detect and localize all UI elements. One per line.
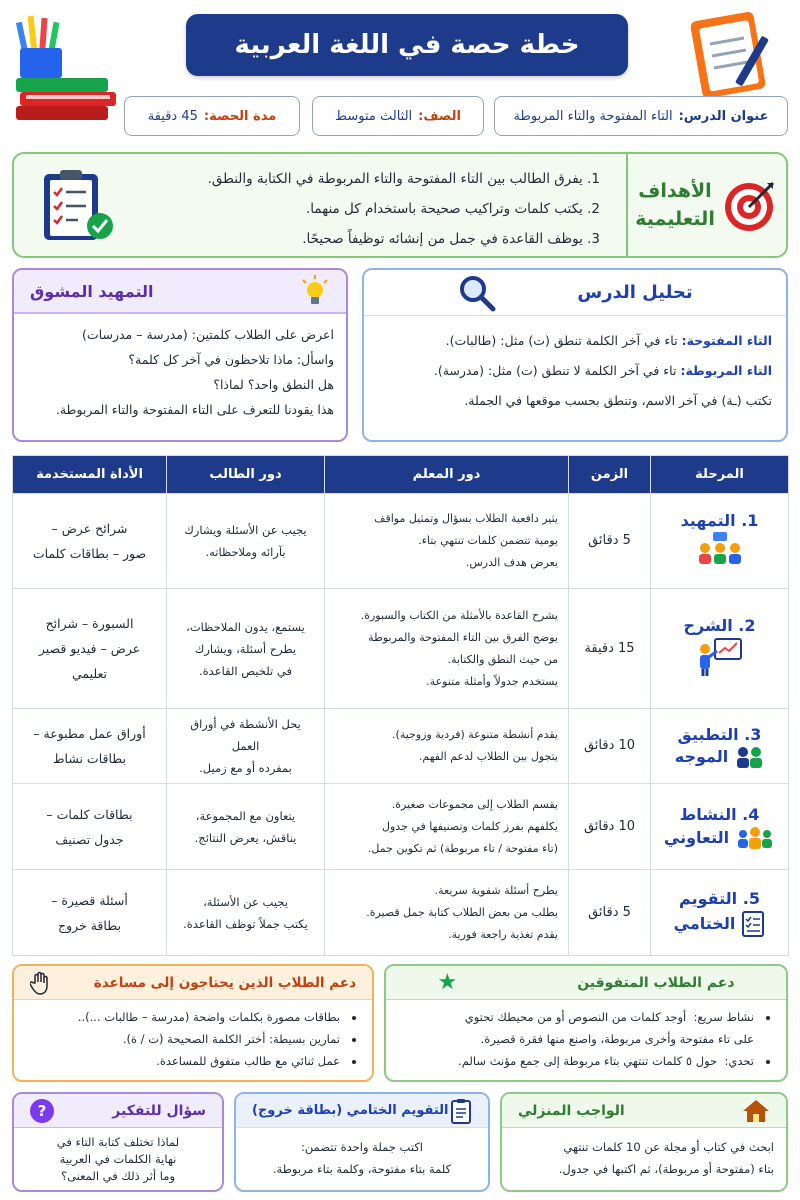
lightbulb-icon [300,274,330,308]
tools-cell: أوراق عمل مطبوعة – بطاقات نشاط [13,709,167,784]
intro-line: اعرض على الطلاب كلمتين: (مدرسة – مدرسات) [82,327,334,342]
stage-cell: 2. الشرح [651,589,789,709]
struggling-support-title: دعم الطلاب الذين يحتاجون إلى مساعدة [93,974,356,991]
house-icon [742,1099,770,1123]
teacher-cell: يطرح أسئلة شفوية سريعة. يطلب من بعض الطلاب كتابة جمل قصيرة. يقدم تغذية راجعة فورية. [325,870,569,956]
grade-value: الثالث متوسط [335,108,413,124]
lesson-analysis-card [362,268,788,442]
clipboard-list-icon [450,1098,472,1124]
thinking-question-card [12,1092,224,1192]
col-teacher: دور المعلم [325,456,569,494]
group-discussion-icon [695,532,745,566]
tools-cell: شرائح عرض – صور – بطاقات كلمات [13,494,167,589]
list-item: • بطاقات مصورة بكلمات واضحة (مدرسة – طالبات ...).. [14,1006,342,1028]
intro-line: هذا يقودنا للتعرف على التاء المفتوحة والتاء المربوطة. [55,402,334,417]
pair-students-icon [734,746,764,768]
student-cell: يجيب عن الأسئلة ويشارك بآرائه وملاحظاته. [167,494,325,589]
closed-ta-text: تاء في آخر الكلمة لا تنطق (ت) مثل: (مدرسة). [433,363,677,378]
raised-hand-icon [30,971,52,995]
list-item: • عمل ثنائي مع طالب متفوق للمساعدة. [14,1050,342,1072]
duration-label: مدة الحصة: [203,108,277,124]
objectives-list [170,164,600,254]
objective-item: 3. يوظف القاعدة في جمل من إنشائه توظيفاً صحيحًا. [302,231,600,247]
table-header-row [13,456,789,494]
list-item: • نشاط سريع: أوجد كلمات من النصوص أو من محيطك تحتوي على تاء مفتوحة وأخرى مربوطة، واصنع منها فقرة قصيرة. [396,1006,756,1050]
lesson-stages-table [12,455,789,956]
advanced-support-list [386,1000,786,1072]
homework-body: ابحث في كتاب أو مجلة عن 10 كلمات تنتهي بتاء (مفتوحة أو مربوطة)، ثم اكتبها في جدول. [558,1140,774,1176]
exit-ticket-card [234,1092,490,1192]
objectives-header [626,154,786,256]
duration-value: 45 دقيقة [147,108,198,124]
table-row [13,784,789,870]
exit-ticket-title: التقويم الختامي (بطاقة خروج) [252,1103,449,1118]
objectives-section [12,152,788,258]
open-ta-label: التاء المفتوحة: [681,333,772,348]
col-time: الزمن [569,456,651,494]
time-cell: 15 دقيقة [569,589,651,709]
time-cell: 5 دقائق [569,494,651,589]
tools-cell: السبورة – شرائح عرض – فيديو قصير تعليمي [13,589,167,709]
student-cell: يحل الأنشطة في أوراق العمل بمفرده أو مع زميل. [167,709,325,784]
stage-cell: 1. التمهيد [651,494,789,589]
teacher-cell: يشرح القاعدة بالأمثلة من الكتاب والسبورة. يوضح الفرق بين التاء المفتوحة والمربوطة من حيث النطق والكتابة. يستخدم جدولاً وأمثلة متنوعة. [325,589,569,709]
teacher-cell: يقدم أنشطة متنوعة (فردية وزوجية). يتجول بين الطلاب لدعم الفهم. [325,709,569,784]
table-row [13,870,789,956]
table-row [13,709,789,784]
lesson-analysis-body [364,316,786,426]
open-ta-text: تاء في آخر الكلمة تنطق (ت) مثل: (طالبات). [445,333,678,348]
objective-item: 1. يفرق الطالب بين التاء المفتوحة والتاء المربوطة في الكتابة والنطق. [207,171,600,187]
teacher-cell: يثير دافعية الطلاب بسؤال وتمثيل مواقف يومية تتضمن كلمات تنتهي بتاء. يعرض هدف الدرس. [325,494,569,589]
grade-pill [312,96,484,136]
clipboard-pen-icon [686,8,786,100]
closed-ta-label: التاء المربوطة: [680,363,772,378]
time-cell: 5 دقائق [569,870,651,956]
advanced-support-title: دعم الطلاب المتفوقين [577,974,735,991]
student-cell: يتعاون مع المجموعة، يناقش، يعرض النتائج. [167,784,325,870]
tools-cell: بطاقات كلمات – جدول تصنيف [13,784,167,870]
col-stage: المرحلة [651,456,789,494]
team-icon [735,826,775,850]
target-arrow-icon [723,177,779,233]
stage-cell: 4. النشاط التعاوني [651,784,789,870]
checklist-icon [38,168,118,246]
col-student: دور الطالب [167,456,325,494]
lesson-title-pill [494,96,788,136]
objective-item: 2. يكتب كلمات وتراكيب صحيحة باستخدام كل منهما. [306,201,600,217]
time-cell: 10 دقائق [569,709,651,784]
grade-label: الصف: [418,108,461,124]
list-item: • تمارين بسيطة: أختر الكلمة الصحيحة (ت / ة). [14,1028,342,1050]
student-cell: يستمع، يدون الملاحظات، يطرح أسئلة، ويشارك في تلخيص القاعدة. [167,589,325,709]
thinking-question-title: سؤال للتفكير [112,1102,206,1119]
lesson-value: التاء المفتوحة والتاء المربوطة [513,108,673,124]
exit-ticket-body: اكتب جملة واحدة تتضمن: كلمة بتاء مفتوحة، وكلمة بتاء مربوطة. [272,1140,452,1176]
motivating-intro-card [12,268,348,442]
homework-title: الواجب المنزلي [518,1102,625,1119]
stage-cell: 5. التقويم الختامي [651,870,789,956]
analysis-note: تكتب (ـة) في آخر الاسم، وتنطق بحسب موقعها في الجملة. [464,393,772,408]
list-item: • تحدي: حول ٥ كلمات تنتهي بتاء مربوطة إلى جمع مؤنث سالم. [396,1050,756,1072]
table-row [13,589,789,709]
table-row [13,494,789,589]
motivating-intro-body [14,314,346,430]
motivating-intro-title: التمهيد المشوق [30,281,154,301]
teacher-cell: يقسم الطلاب إلى مجموعات صغيرة. يكلفهم بفرز كلمات وتصنيفها في جدول (تاء مفتوحة / تاء مربوطة) ثم تكوين جمل. [325,784,569,870]
col-tools: الأداة المستخدمة [13,456,167,494]
intro-line: هل النطق واحد؟ لماذا؟ [213,377,334,392]
books-pencils-icon [6,8,126,126]
lesson-label: عنوان الدرس: [678,108,769,124]
struggling-support-card [12,964,374,1082]
magnifier-icon [457,273,497,313]
struggling-support-list [14,1000,372,1072]
stage-cell: 3. التطبيق الموجه [651,709,789,784]
star-icon: ★ [437,970,458,995]
student-cell: يجيب عن الأسئلة، يكتب جملاً توظف القاعدة. [167,870,325,956]
presentation-board-icon [695,637,745,677]
checklist-small-icon [741,910,765,938]
thinking-question-body: لماذا تختلف كتابة التاء في نهاية الكلمات في العربية وما أثر ذلك في المعنى؟ [56,1135,180,1183]
duration-pill [124,96,300,136]
lesson-analysis-title: تحليل الدرس [577,282,693,303]
page-title: خطة حصة في اللغة العربية [186,14,628,76]
time-cell: 10 دقائق [569,784,651,870]
question-mark-icon: ? [30,1099,54,1123]
tools-cell: أسئلة قصيرة – بطاقة خروج [13,870,167,956]
homework-card [500,1092,788,1192]
advanced-support-card [384,964,788,1082]
objectives-title: الأهداف التعليمية [635,179,715,230]
intro-line: واسأل: ماذا تلاحظون في آخر كل كلمة؟ [128,352,334,367]
